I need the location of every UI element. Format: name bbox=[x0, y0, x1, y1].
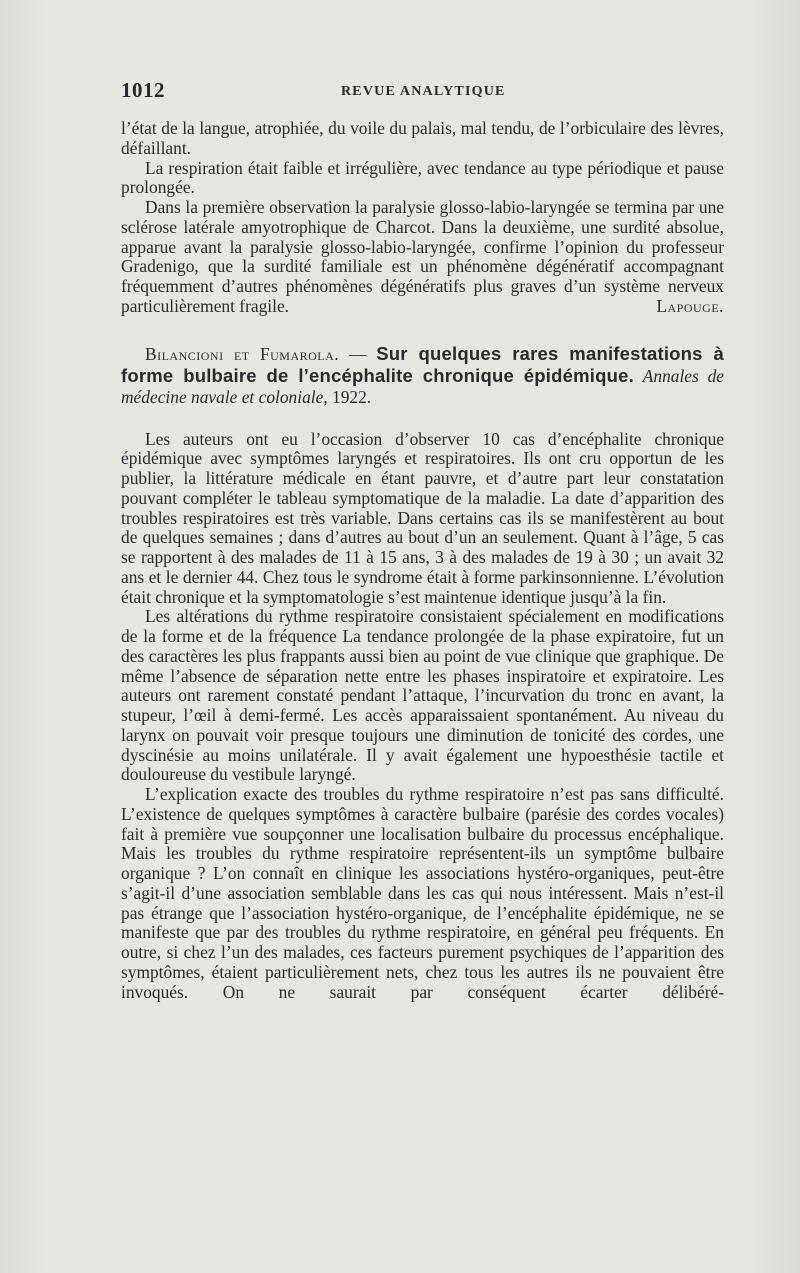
article-heading bbox=[121, 343, 724, 408]
paragraph: Les altérations du rythme respiratoire consistaient spécialement en modifications de la forme et de la fréquence La tendance prolongée de la phase expiratoire, fut un des caractères les plus frappants aussi bien au point de vue clinique que graphique. De même l’absence de séparation nette entre les phases inspiratoire et expiratoire. Les auteurs ont rarement constaté pendant l’attaque, l’incurvation du tronc en avant, la stupeur, l’œil à demi-fermé. Les accès apparaissaient spontanément. Au niveau du larynx on pouvait voir presque toujours une diminution de tonicité des cordes, une dyscinésie au moins unilatérale. Il y avait également une hypoesthésie tactile et douloureuse du vestibule laryngé. bbox=[121, 606, 724, 785]
heading-dash: — bbox=[339, 343, 377, 364]
continued-paragraph: l’état de la langue, atrophiée, du voile du palais, mal tendu, de l’orbiculaire des lèvres, défaillant. bbox=[121, 118, 724, 158]
journal-name: Annales de médecine navale et coloniale bbox=[121, 365, 724, 407]
running-title: REVUE ANALYTIQUE bbox=[341, 84, 506, 99]
journal-year: , 1922. bbox=[323, 386, 372, 407]
section-spacer bbox=[121, 317, 724, 343]
page-number: 1012 bbox=[121, 78, 165, 102]
paragraph: Les auteurs ont eu l’occasion d’observer 10 cas d’encéphalite chronique épidémique avec symptômes laryngés et respiratoires. Ils ont cru opportun de les publier, la littérature médicale en étant pauvre, et d’autre part leur constatation pouvant compléter le tableau symptomatique de la maladie. La date d’apparition des troubles respiratoires est très variable. Dans certains cas ils se manifestèrent au bout de quelques semaines ; dans d’autres au bout d’un an seulement. Quant à l’âge, 5 cas se rapportent à des malades de 11 à 15 ans, 3 à des malades de 19 à 30 ; un avait 32 ans et le dernier 44. Chez tous le syndrome était à forme parkinsonnienne. L’évolution était chronique et la symptomatologie s’est maintenue identique jusqu’à la fin. bbox=[121, 428, 724, 607]
paragraph-text: Dans la première observation la paralysie glosso-labio-laryngée se termina par une sclérose latérale amyotrophique de Charcot. Dans la deuxième, une surdité absolue, apparue avant la paralysie glosso-labio-laryngée, confirme l’opinion du professeur Gradenigo, que la surdité familiale est un phénomène dégénératif accompagnant fréquemment d’autres phénomènes dégénératifs plus graves d’un système nerveux particulièrement fragile. bbox=[121, 197, 724, 316]
article-title: Sur quelques rares manifestations à forme bulbaire de l’encéphalite chronique épidémique. bbox=[121, 342, 724, 386]
article-authors: Bilancioni et Fumarola. bbox=[145, 343, 340, 364]
page-header bbox=[121, 78, 721, 104]
paragraph: L’explication exacte des troubles du rythme respiratoire n’est pas sans difficulté. L’existence de quelques symptômes à caractère bulbaire (parésie des cordes vocales) fait à première vue soupçonner une localisation bulbaire du processus encéphalique. Mais les troubles du rythme respiratoire représentent-ils un symptôme bulbaire organique ? L’on connaît en clinique les associations hystéro-organiques, peut-être s’agit-il d’une association semblable dans les cas qui nous intéressent. Mais n’est-il pas étrange que l’association hystéro-organique, de l’encéphalite épidémique, ne se manifeste que par des troubles du rythme respiratoire, en général peu fréquents. En outre, si chez l’un des malades, ces facteurs purement psychiques de l’apparition des symptômes, étaient particulièrement nets, chez tous les autres ils ne pouvaient être invoqués. On ne saurait par conséquent écarter délibéré- bbox=[121, 784, 724, 1002]
paragraph: La respiration était faible et irrégulière, avec tendance au type périodique et pause prolongée. bbox=[121, 157, 724, 198]
signature-name: Lapouge. bbox=[656, 295, 724, 316]
section-spacer bbox=[121, 408, 724, 430]
page-body bbox=[121, 119, 724, 1002]
paragraph-with-signature bbox=[121, 198, 724, 317]
